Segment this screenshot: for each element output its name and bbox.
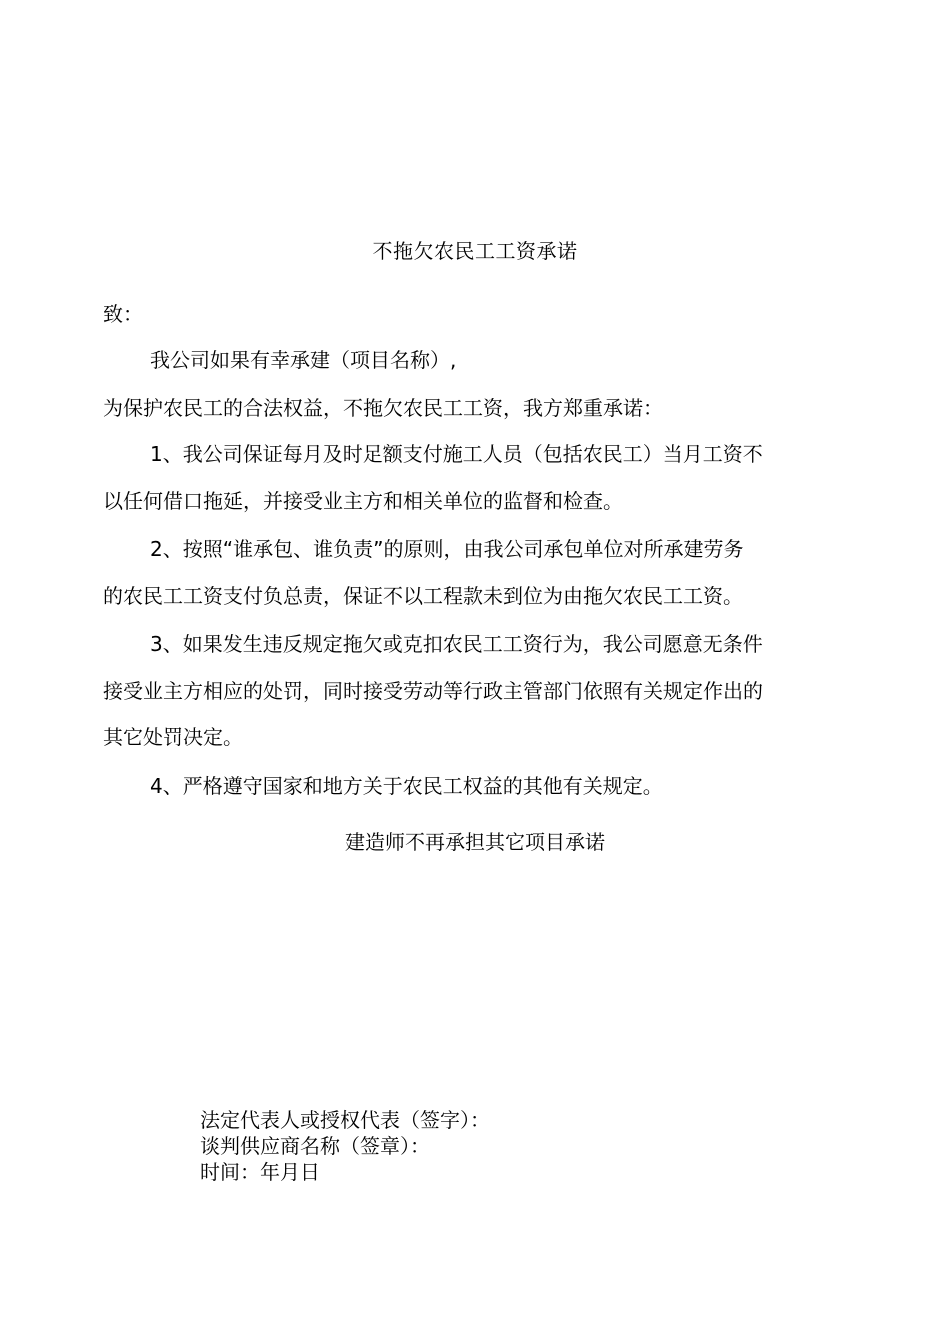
- item-2-line-1: 2、按照“谁承包、谁负责”的原则，由我公司承包单位对所承建劳务: [150, 537, 744, 561]
- item-4: 4、严格遵守国家和地方关于农民工权益的其他有关规定。: [150, 774, 663, 798]
- document-title: 不拖欠农民工工资承诺: [372, 239, 578, 263]
- signature-date: 时间：年月日: [200, 1160, 320, 1184]
- item-2-line-2: 的农民工工资支付负总责，保证不以工程款未到位为由拖欠农民工工资。: [103, 584, 743, 608]
- intro-line-1: 我公司如果有幸承建（项目名称）,: [150, 348, 457, 372]
- salutation: 致：: [103, 302, 143, 326]
- item-1-line-1: 1、我公司保证每月及时足额支付施工人员（包括农民工）当月工资不: [150, 442, 763, 466]
- signature-supplier: 谈判供应商名称（签章）：: [200, 1134, 430, 1158]
- intro-line-2: 为保护农民工的合法权益，不拖欠农民工工资，我方郑重承诺：: [103, 396, 663, 420]
- item-1-line-2: 以任何借口拖延，并接受业主方和相关单位的监督和检查。: [103, 489, 623, 513]
- item-3-line-3: 其它处罚决定。: [103, 725, 243, 749]
- item-3-line-2: 接受业主方相应的处罚，同时接受劳动等行政主管部门依照有关规定作出的: [103, 679, 763, 703]
- document-subtitle: 建造师不再承担其它项目承诺: [345, 830, 605, 854]
- signature-representative: 法定代表人或授权代表（签字）：: [200, 1108, 490, 1132]
- item-3-line-1: 3、如果发生违反规定拖欠或克扣农民工工资行为，我公司愿意无条件: [150, 632, 763, 656]
